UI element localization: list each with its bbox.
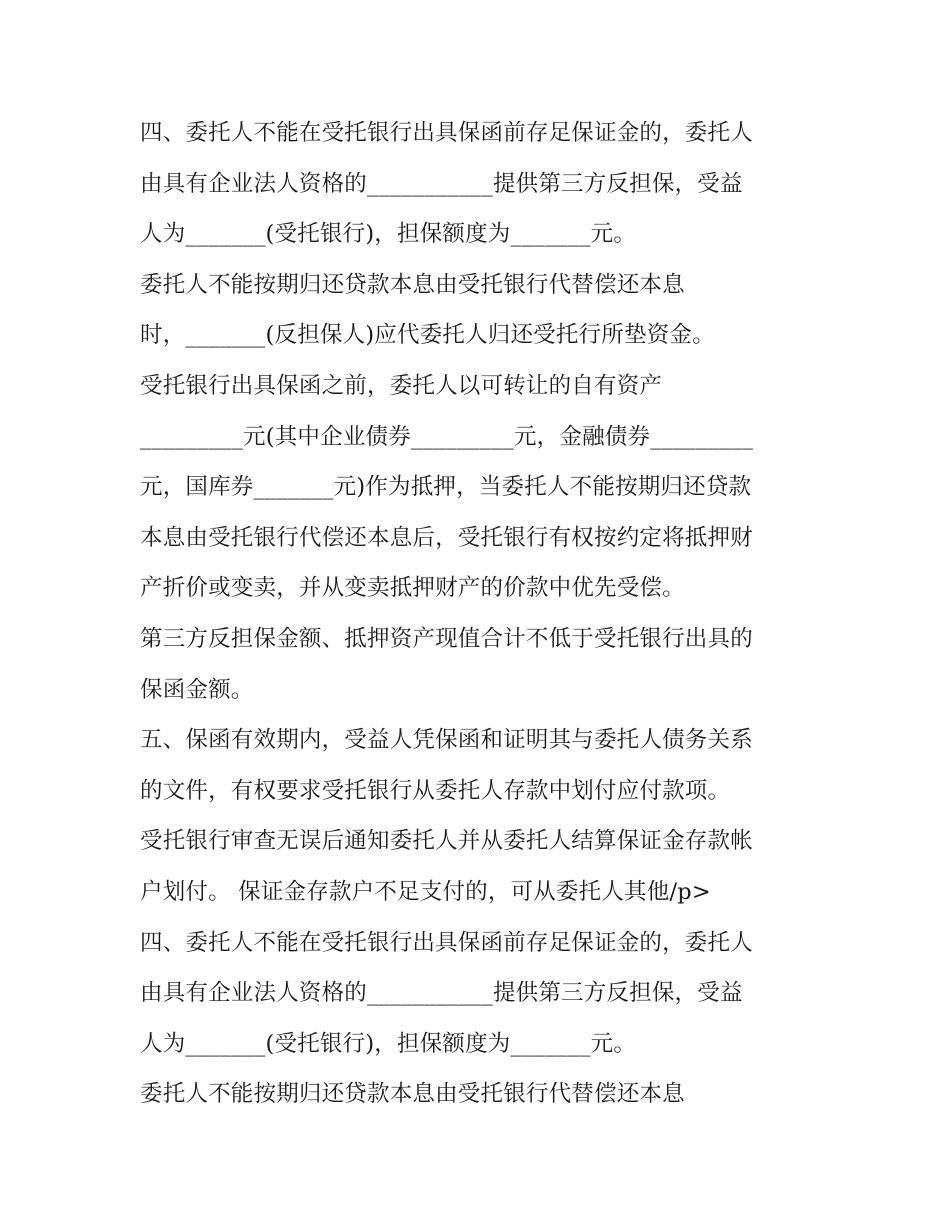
text-line: 委托人不能按期归还贷款本息由受托银行代替偿还本息 — [140, 271, 685, 298]
document-body — [140, 108, 820, 1120]
text-line: 由具有企业法人资格的___________提供第三方反担保，受益 — [140, 980, 743, 1007]
text-line: 委托人不能按期归还贷款本息由受托银行代替偿还本息 — [140, 1081, 685, 1108]
text-line: 受托银行出具保函之前，委托人以可转让的自有资产 — [140, 372, 663, 399]
text-line: 的文件，有权要求受托银行从委托人存款中划付应付款项。 — [140, 777, 731, 804]
text-line: 四、委托人不能在受托银行出具保函前存足保证金的，委托人 — [140, 120, 753, 146]
text-line: 时，_______(反担保人)应代委托人归还受托行所垫资金。 — [140, 322, 715, 349]
text-line: 五、保函有效期内，受益人凭保函和证明其与委托人债务关系 — [140, 727, 753, 754]
text-line: 保函金额。 — [140, 676, 254, 703]
text-line: 四、委托人不能在受托银行出具保函前存足保证金的，委托人 — [140, 929, 753, 956]
text-line: 户划付。 保证金存款户不足支付的，可从委托人其他/p> — [140, 878, 711, 905]
text-line: 元，国库券_______元)作为抵押，当委托人不能按期归还贷款 — [140, 474, 752, 501]
text-line: 第三方反担保金额、抵押资产现值合计不低于受托银行出具的 — [140, 625, 753, 652]
text-line: 人为_______(受托银行)，担保额度为_______元。 — [140, 1030, 637, 1057]
text-line: 受托银行审查无误后通知委托人并从委托人结算保证金存款帐 — [140, 828, 753, 855]
text-line: 人为_______(受托银行)，担保额度为_______元。 — [140, 221, 637, 248]
text-line: 由具有企业法人资格的___________提供第三方反担保，受益 — [140, 170, 743, 197]
text-line: 产折价或变卖，并从变卖抵押财产的价款中优先受偿。 — [140, 575, 685, 602]
text-line: 本息由受托银行代偿还本息后，受托银行有权按约定将抵押财 — [140, 524, 753, 551]
text-line: _________元(其中企业债券_________元，金融债券_________ — [140, 423, 754, 450]
